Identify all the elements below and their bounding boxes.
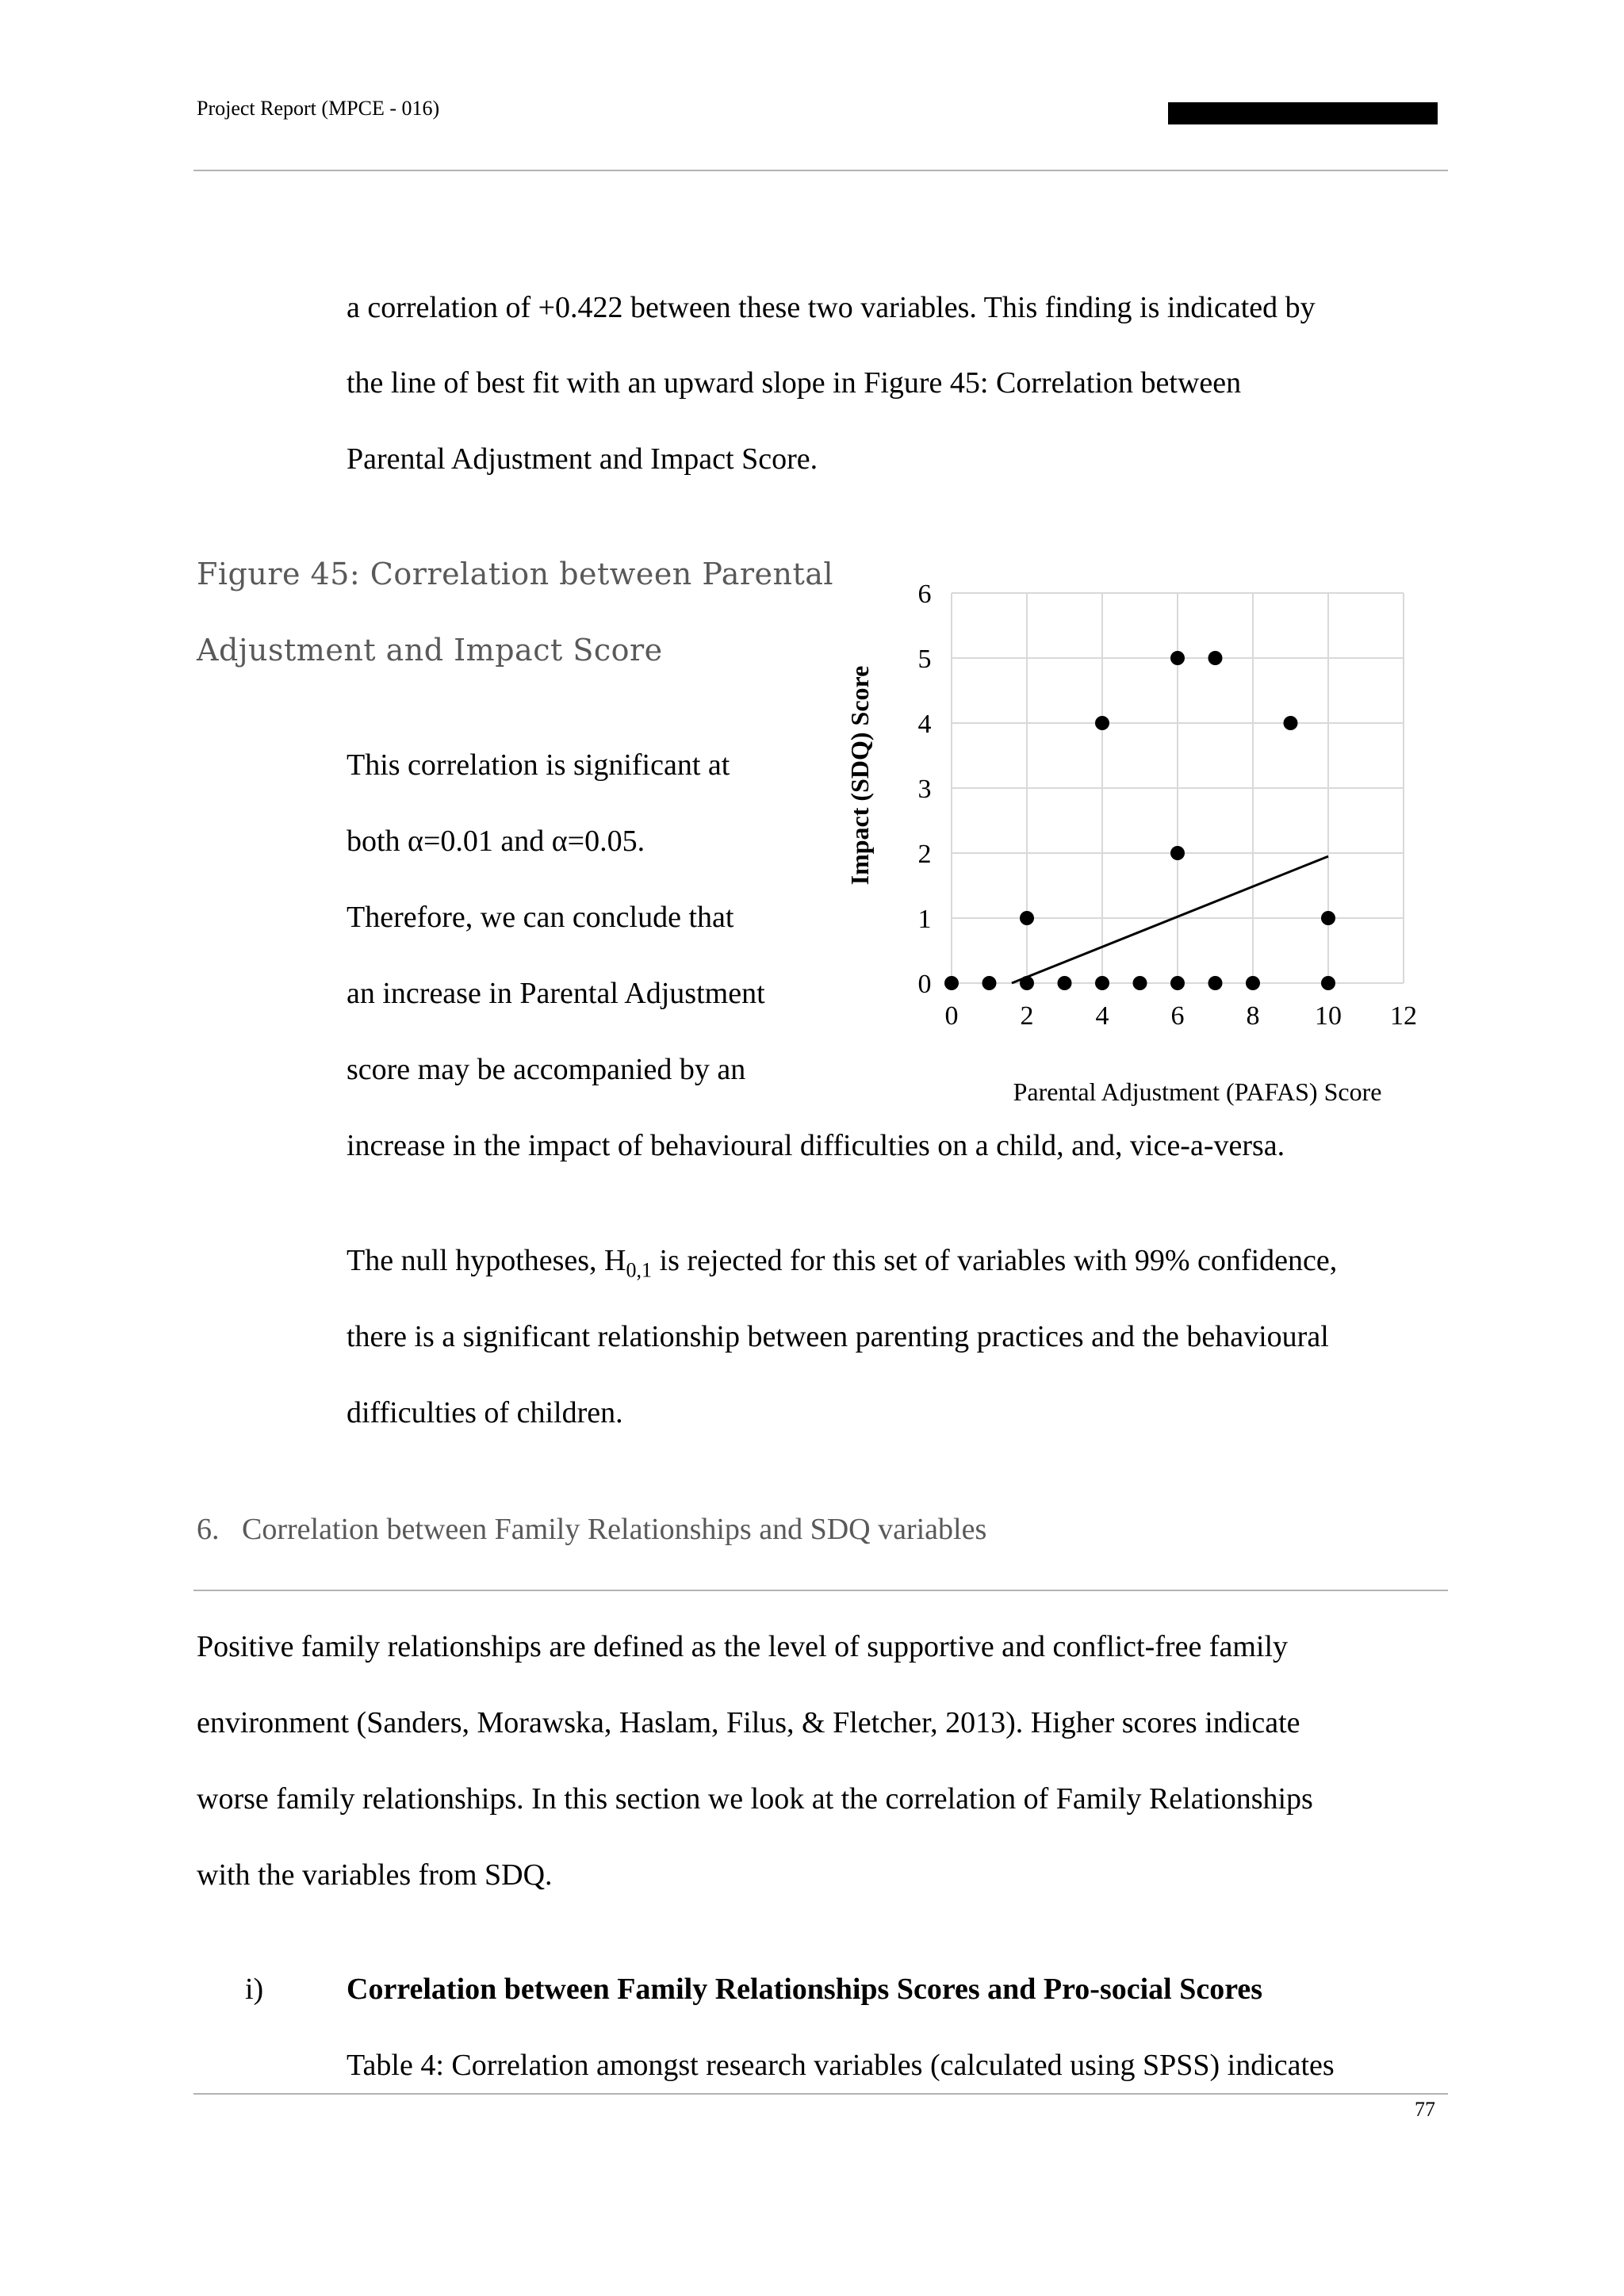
chart-point — [1020, 911, 1034, 925]
family-line-3: worse family relationships. In this section we look at the correlation of Family Relationships — [197, 1782, 1313, 1816]
family-line-4: with the variables from SDQ. — [197, 1858, 553, 1892]
chart-x-tick-label: 12 — [1390, 1001, 1417, 1031]
chart-tick-labels — [918, 580, 1418, 1031]
chart-point — [944, 976, 959, 990]
chart-point — [1170, 846, 1185, 860]
chart-x-tick-label: 10 — [1315, 1001, 1342, 1031]
chart-x-tick-label: 6 — [1170, 1001, 1185, 1031]
header-title: Project Report (MPCE - 016) — [197, 97, 440, 120]
subsection-numeral: i) — [245, 1973, 264, 2006]
side-line-2: both α=0.01 and α=0.05. — [347, 825, 645, 858]
intro-line-1: a correlation of +0.422 between these two variables. This finding is indicated by — [347, 291, 1316, 324]
chart-point — [1208, 651, 1223, 665]
section-rule — [193, 1590, 1448, 1591]
chart-point — [1058, 976, 1072, 990]
chart-point — [1170, 976, 1185, 990]
chart-y-axis-label: Impact (SDQ) Score — [845, 665, 874, 886]
null-subscript: 0,1 — [626, 1258, 653, 1282]
section-heading: 6. Correlation between Family Relationships and SDQ variables — [197, 1513, 987, 1546]
side-line-5: score may be accompanied by an — [347, 1053, 746, 1086]
chart-point — [1321, 976, 1335, 990]
chart-point — [1284, 716, 1298, 730]
chart-x-tick-label: 0 — [944, 1001, 959, 1031]
subsection-title: Correlation between Family Relationships Scores and Pro-social Scores — [347, 1973, 1263, 2006]
chart-y-tick-label: 5 — [917, 645, 932, 674]
intro-line-3: Parental Adjustment and Impact Score. — [347, 442, 818, 476]
null-hypothesis-line-3: difficulties of children. — [347, 1396, 623, 1429]
redacted-name-bar — [1168, 102, 1438, 124]
chart-y-tick-label: 4 — [917, 710, 932, 739]
chart-x-tick-label: 2 — [1020, 1001, 1034, 1031]
chart-trendline-group — [1012, 856, 1328, 983]
null-hypothesis-line-2: there is a significant relationship between parenting practices and the behavioural — [347, 1320, 1329, 1353]
null-line1-start: The null hypotheses, H — [347, 1244, 626, 1277]
chart-point — [1321, 911, 1335, 925]
footer-rule — [193, 2093, 1448, 2095]
side-line-3: Therefore, we can conclude that — [347, 901, 734, 934]
family-line-2: environment (Sanders, Morawska, Haslam, Filus, & Fletcher, 2013). Higher scores indicate — [197, 1706, 1300, 1739]
page-number: 77 — [1415, 2098, 1435, 2121]
chart-point — [1170, 651, 1185, 665]
side-line-4: an increase in Parental Adjustment — [347, 977, 765, 1010]
chart-point — [1020, 976, 1034, 990]
chart-point — [1095, 716, 1109, 730]
side-line-1: This correlation is significant at — [347, 748, 730, 782]
chart-y-tick-label: 3 — [917, 775, 932, 804]
null-line1-end: is rejected for this set of variables with 99% confidence, — [652, 1244, 1338, 1277]
chart-x-axis-label: Parental Adjustment (PAFAS) Score — [1013, 1077, 1382, 1106]
figure-caption-line-2: Adjustment and Impact Score — [197, 633, 663, 668]
chart-y-tick-label: 6 — [917, 580, 932, 609]
intro-line-2: the line of best fit with an upward slope in Figure 45: Correlation between — [347, 366, 1242, 400]
scatter-chart — [825, 555, 1443, 1126]
figure-caption-line-1: Figure 45: Correlation between Parental — [197, 557, 834, 591]
chart-x-tick-label: 8 — [1246, 1001, 1260, 1031]
subsection-first-line: Table 4: Correlation amongst research variables (calculated using SPSS) indicates — [347, 2049, 1335, 2082]
family-line-1: Positive family relationships are defined as the level of supportive and conflict-free family — [197, 1630, 1288, 1663]
chart-point — [1246, 976, 1260, 990]
chart-y-tick-label: 0 — [917, 970, 932, 999]
chart-point — [1133, 976, 1147, 990]
null-hypothesis-line-1 — [347, 1246, 1337, 1281]
chart-point — [1095, 976, 1109, 990]
chart-x-tick-label: 4 — [1095, 1001, 1109, 1031]
chart-points — [944, 651, 1335, 990]
chart-point — [1208, 976, 1223, 990]
chart-trendline — [1012, 856, 1328, 983]
chart-y-tick-label: 1 — [917, 905, 932, 934]
side-continuation-line: increase in the impact of behavioural difficulties on a child, and, vice-a-versa. — [347, 1129, 1285, 1162]
chart-point — [982, 976, 997, 990]
header-rule — [193, 170, 1448, 171]
chart-y-tick-label: 2 — [917, 840, 932, 869]
